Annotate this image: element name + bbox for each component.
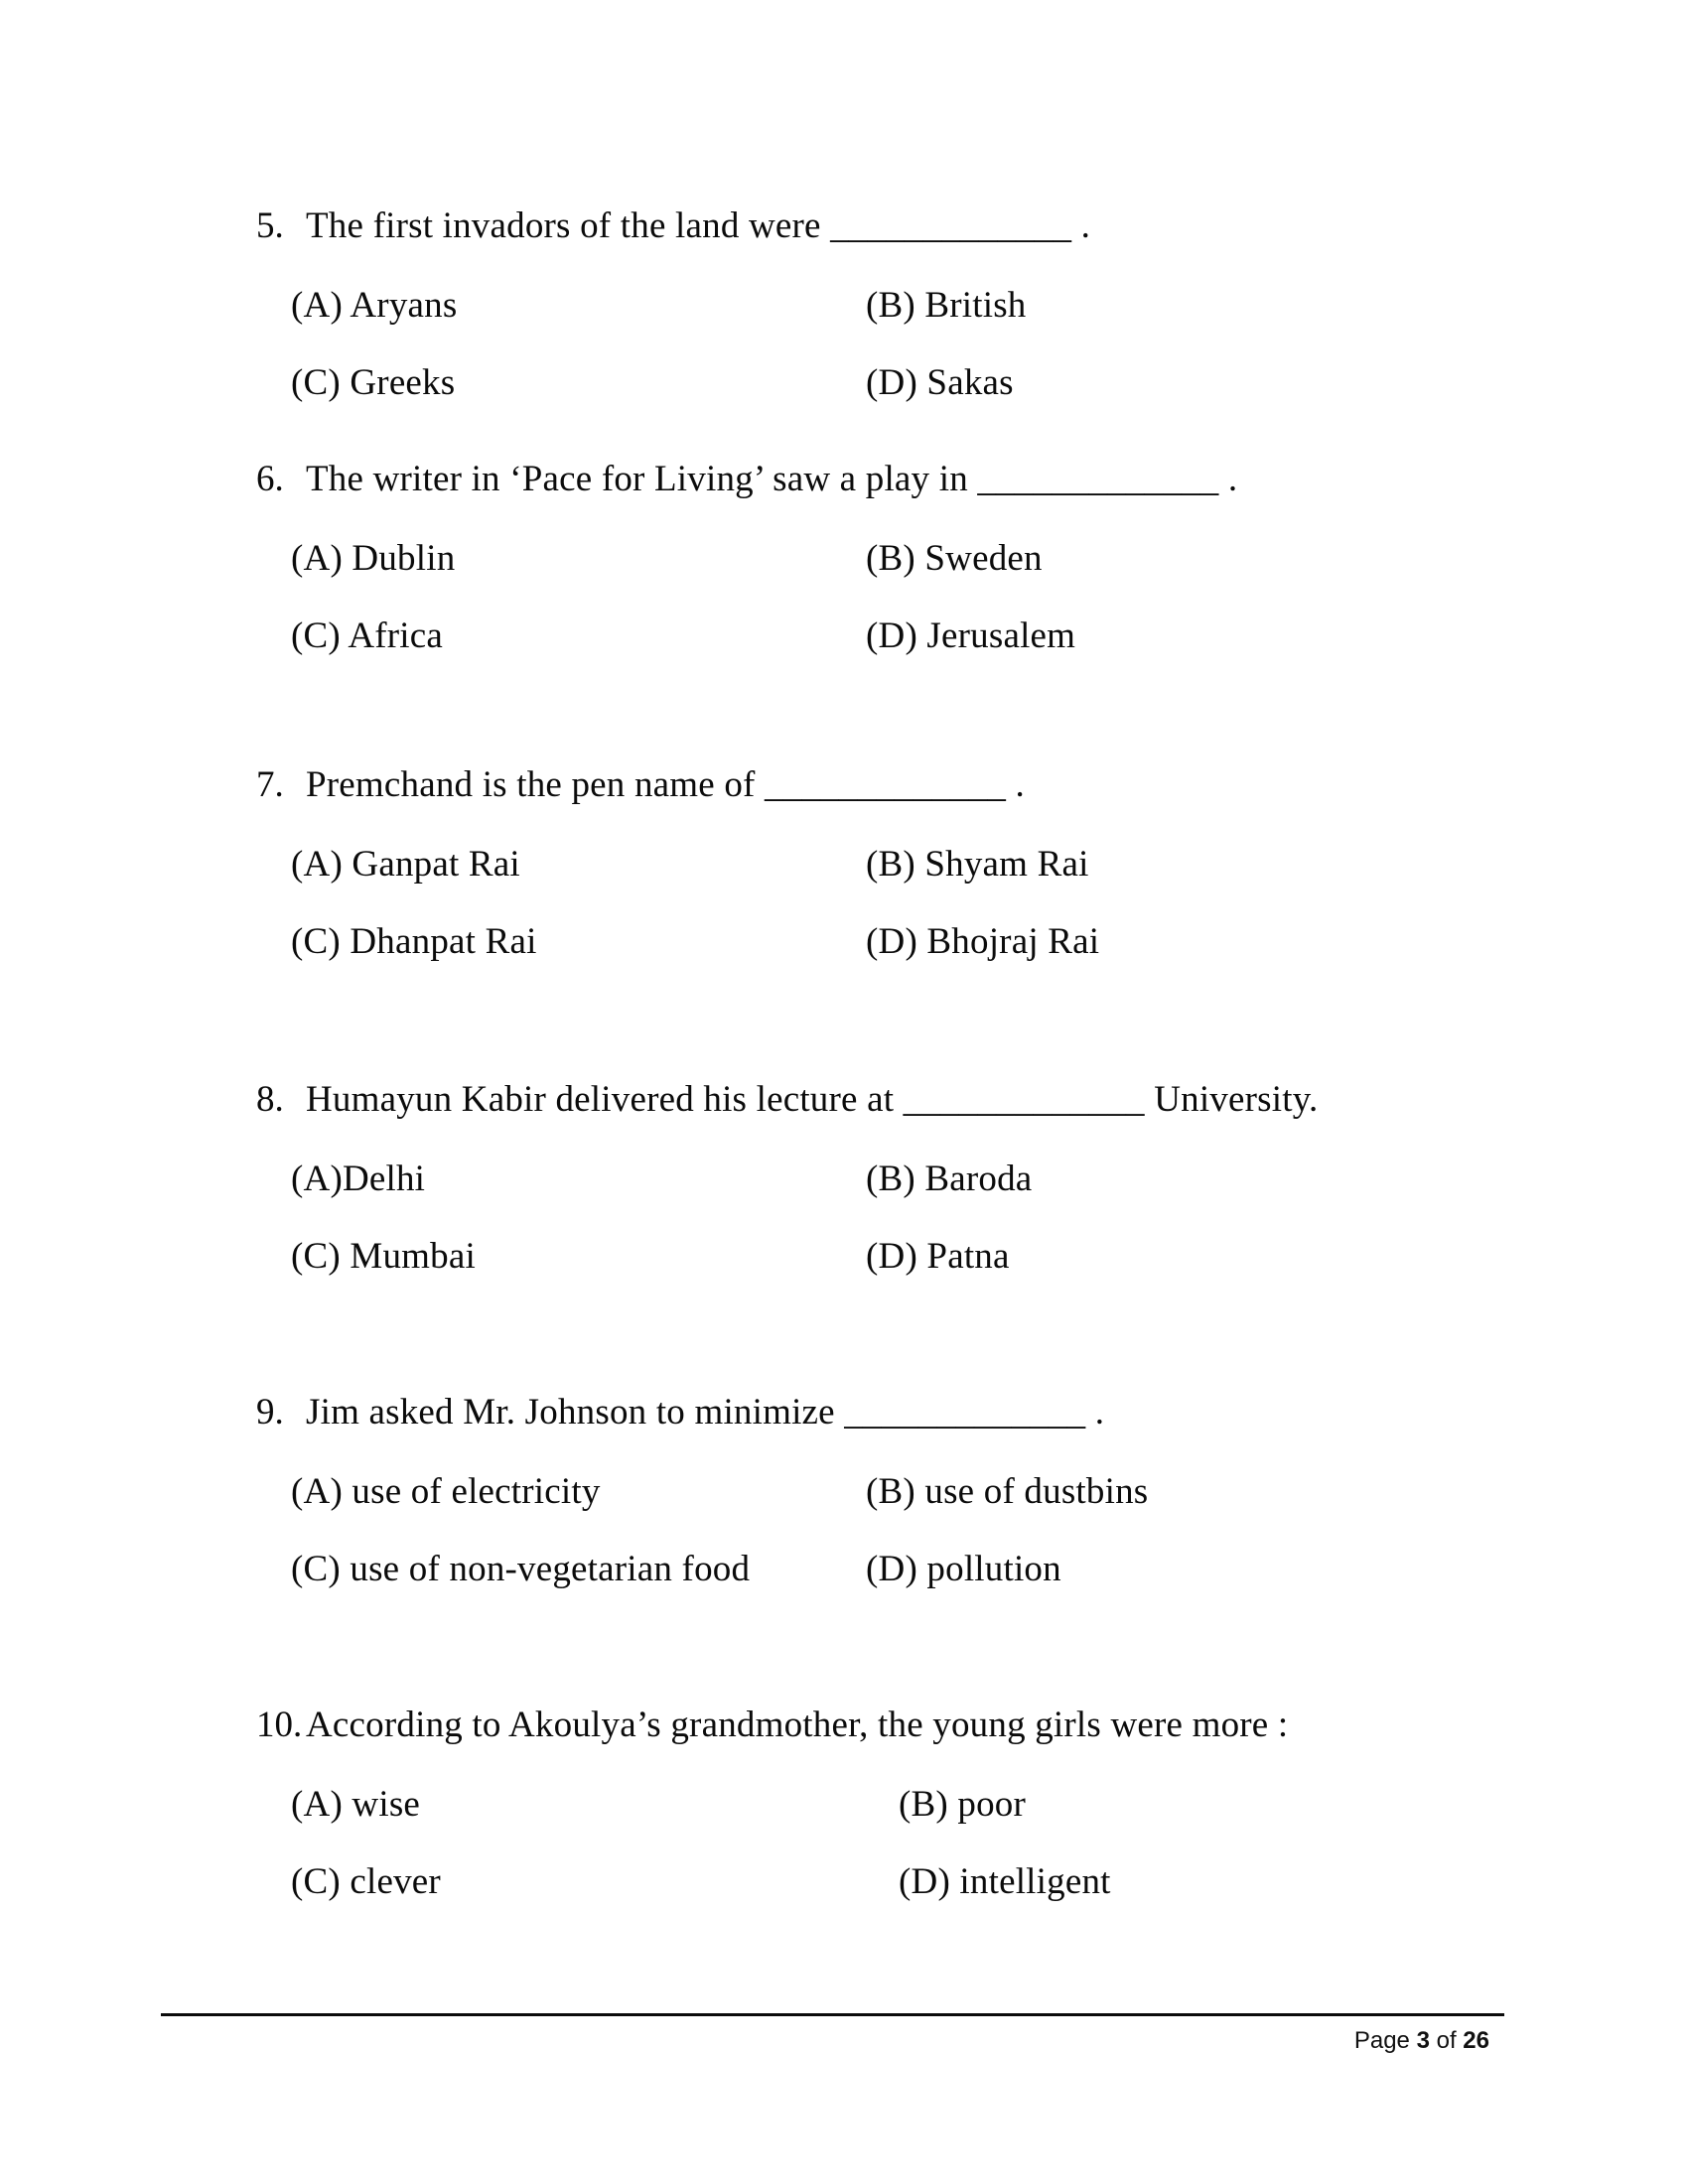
option-a: (A) Ganpat Rai (291, 844, 520, 885)
question-5 (0, 204, 1688, 406)
options-grid (291, 283, 1688, 406)
question-line (0, 204, 1688, 249)
question-text: Humayun Kabir delivered his lecture at _____________ University. (306, 1079, 1319, 1120)
question-number: 6. (256, 459, 284, 499)
question-6 (0, 457, 1688, 659)
total-pages: 26 (1463, 2027, 1489, 2054)
question-text: Jim asked Mr. Johnson to minimize _____________ . (306, 1392, 1105, 1433)
option-c: (C) Mumbai (291, 1236, 476, 1277)
option-d: (D) pollution (866, 1549, 1061, 1589)
option-a: (A) wise (291, 1784, 421, 1825)
option-c: (C) clever (291, 1861, 441, 1902)
option-d: (D) Patna (866, 1236, 1010, 1277)
option-a: (A) Aryans (291, 285, 458, 326)
question-line (0, 1703, 1688, 1748)
option-c: (C) use of non-vegetarian food (291, 1549, 751, 1589)
option-b: (B) Sweden (866, 538, 1043, 579)
page-number: 3 (1416, 2027, 1430, 2054)
option-b: (B) use of dustbins (866, 1471, 1149, 1512)
question-10 (0, 1703, 1688, 1905)
question-number: 8. (256, 1079, 284, 1120)
option-a: (A) use of electricity (291, 1471, 601, 1512)
of-label: of (1436, 2027, 1457, 2054)
footer-divider (161, 2013, 1504, 2016)
option-b: (B) Baroda (866, 1159, 1033, 1199)
question-text: The writer in ‘Pace for Living’ saw a play in _____________ . (306, 459, 1238, 499)
question-8 (0, 1077, 1688, 1280)
page-label: Page (1353, 2027, 1410, 2054)
options-grid (291, 1157, 1688, 1280)
question-number: 5. (256, 205, 284, 246)
option-d: (D) Sakas (866, 362, 1014, 403)
options-grid (291, 536, 1688, 659)
option-c: (C) Greeks (291, 362, 456, 403)
question-number: 9. (256, 1392, 284, 1433)
option-b: (B) poor (899, 1784, 1026, 1825)
option-a: (A)Delhi (291, 1159, 426, 1199)
question-line (0, 762, 1688, 808)
question-number: 7. (256, 764, 284, 805)
options-grid (291, 1782, 1688, 1905)
question-9 (0, 1390, 1688, 1592)
option-c: (C) Dhanpat Rai (291, 921, 537, 962)
question-line (0, 1390, 1688, 1435)
option-d: (D) intelligent (899, 1861, 1111, 1902)
option-b: (B) British (866, 285, 1027, 326)
question-text: According to Akoulya’s grandmother, the young girls were more : (306, 1705, 1289, 1745)
question-text: Premchand is the pen name of _____________ . (306, 764, 1025, 805)
question-text: The first invadors of the land were _____________ . (306, 205, 1091, 246)
page-footer (1354, 2025, 1489, 2057)
option-d: (D) Bhojraj Rai (866, 921, 1100, 962)
options-grid (291, 842, 1688, 965)
question-line (0, 1077, 1688, 1123)
question-7 (0, 762, 1688, 965)
option-b: (B) Shyam Rai (866, 844, 1089, 885)
option-a: (A) Dublin (291, 538, 456, 579)
question-number: 10. (256, 1705, 303, 1745)
question-line (0, 457, 1688, 502)
option-d: (D) Jerusalem (866, 615, 1076, 656)
option-c: (C) Africa (291, 615, 444, 656)
options-grid (291, 1469, 1688, 1592)
